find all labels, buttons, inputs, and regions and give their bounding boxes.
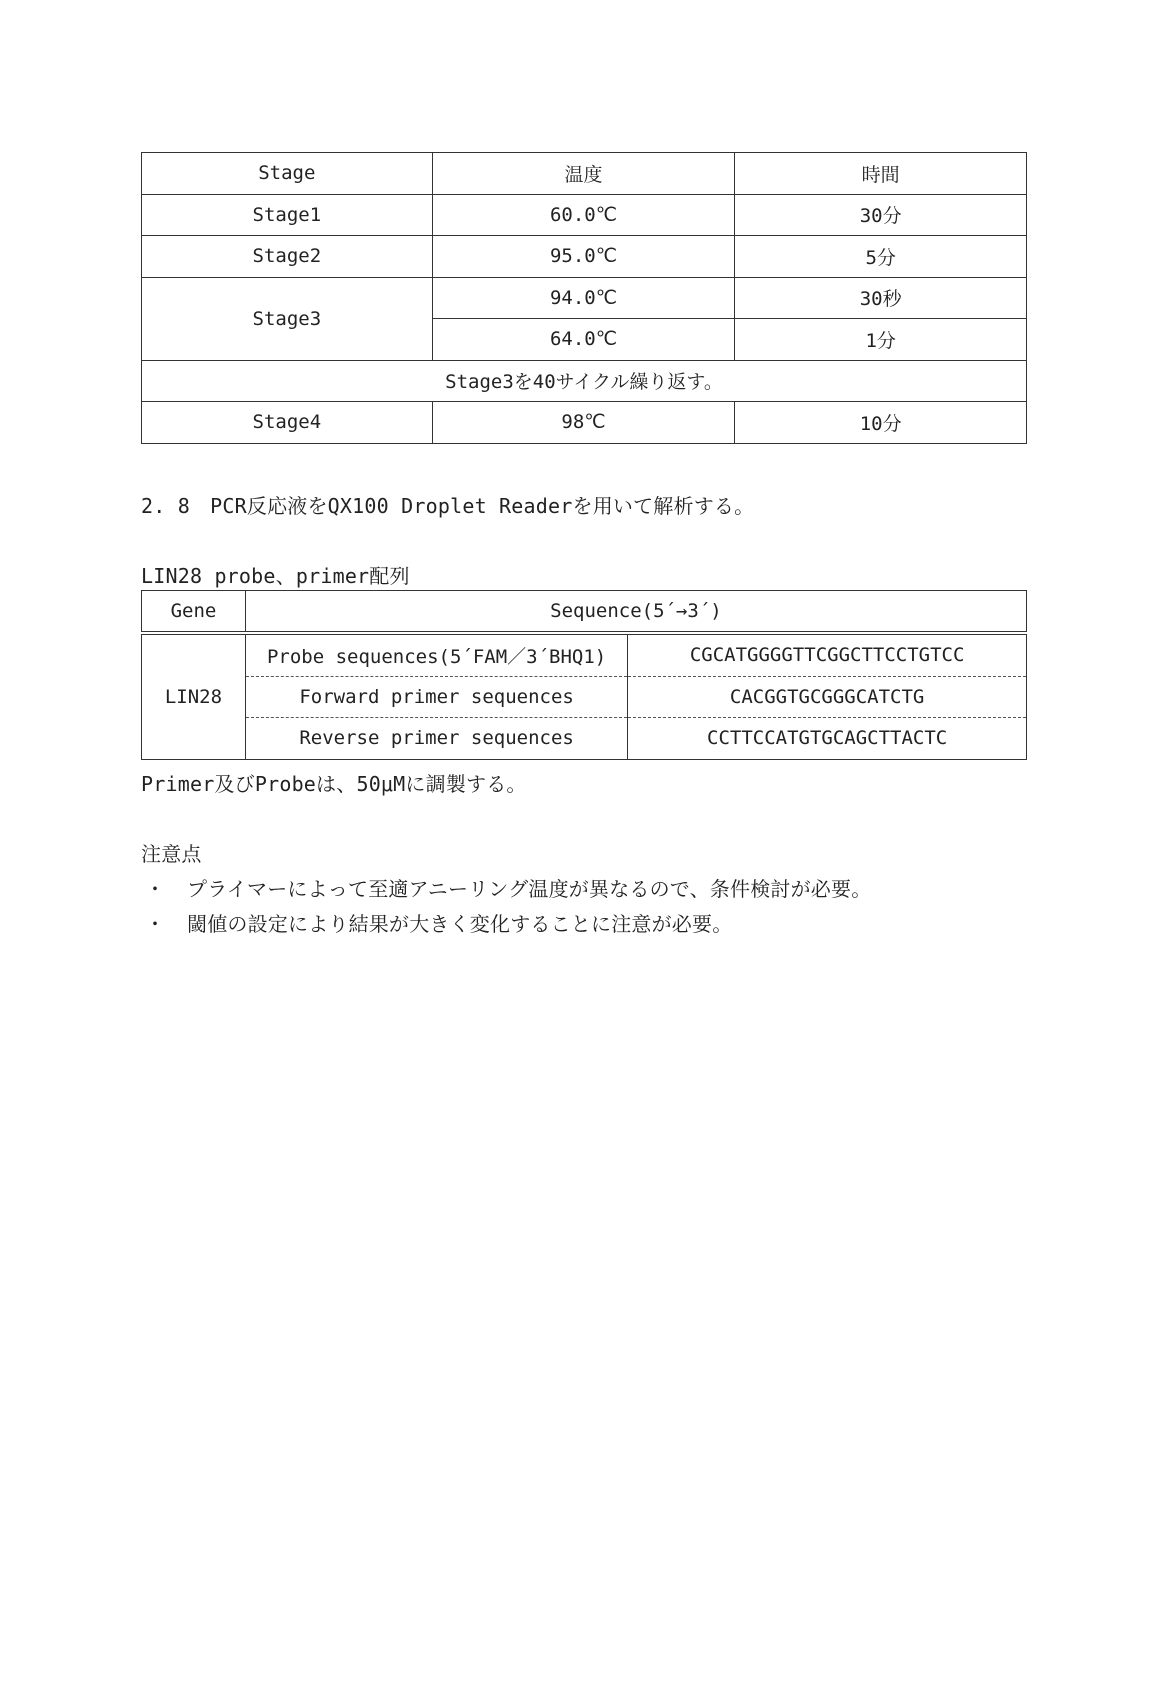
stage-name: Stage1	[142, 194, 433, 236]
header-time: 時間	[735, 153, 1027, 195]
stage-time: 1分	[735, 319, 1027, 361]
stage-temperature: 94.0℃	[432, 277, 735, 319]
notes-heading: 注意点	[141, 842, 202, 866]
stage-temperature: 98℃	[432, 402, 735, 444]
bullet-icon: ・	[145, 912, 166, 936]
repeat-note: Stage3を40サイクル繰り返す。	[142, 360, 1027, 402]
header-sequence: Sequence(5´→3´)	[245, 591, 1026, 634]
concentration-note: Primer及びProbeは、50μMに調製する。	[141, 772, 527, 796]
procedure-step: 2. 8 PCR反応液をQX100 Droplet Readerを用いて解析する。	[141, 494, 755, 518]
sequence-label: Probe sequences(5´FAM／3´BHQ1)	[245, 633, 627, 676]
table-row	[142, 676, 1027, 718]
stage-time: 30秒	[735, 277, 1027, 319]
table-row	[142, 360, 1027, 402]
sequence-value: CCTTCCATGTGCAGCTTACTC	[628, 718, 1027, 760]
sequence-label: Reverse primer sequences	[245, 718, 627, 760]
table-row	[142, 633, 1027, 676]
list-item	[145, 873, 871, 902]
stage-temperature: 95.0℃	[432, 236, 735, 278]
list-item	[145, 908, 732, 937]
stage-time: 10分	[735, 402, 1027, 444]
table-row	[142, 277, 1027, 319]
stage-name: Stage2	[142, 236, 433, 278]
bullet-icon: ・	[145, 877, 166, 901]
stage-name: Stage4	[142, 402, 433, 444]
stage-name: Stage3	[142, 277, 433, 360]
sequence-value: CGCATGGGGTTCGGCTTCCTGTCC	[628, 633, 1027, 676]
table-row	[142, 194, 1027, 236]
stage-time: 5分	[735, 236, 1027, 278]
table-row	[142, 718, 1027, 760]
pcr-program-table	[141, 152, 1027, 444]
sequence-table	[141, 590, 1027, 760]
table-row	[142, 236, 1027, 278]
table-header-row	[142, 591, 1027, 634]
header-temperature: 温度	[432, 153, 735, 195]
gene-name: LIN28	[142, 633, 246, 759]
table-row	[142, 402, 1027, 444]
sequence-label: Forward primer sequences	[245, 676, 627, 718]
stage-temperature: 64.0℃	[432, 319, 735, 361]
sequence-value: CACGGTGCGGGCATCTG	[628, 676, 1027, 718]
header-stage: Stage	[142, 153, 433, 195]
note-text: 閾値の設定により結果が大きく変化することに注意が必要。	[187, 912, 733, 936]
table-header-row	[142, 153, 1027, 195]
sequence-table-caption: LIN28 probe、primer配列	[141, 564, 410, 588]
note-text: プライマーによって至適アニーリング温度が異なるので、条件検討が必要。	[187, 877, 872, 901]
header-gene: Gene	[142, 591, 246, 634]
stage-time: 30分	[735, 194, 1027, 236]
stage-temperature: 60.0℃	[432, 194, 735, 236]
